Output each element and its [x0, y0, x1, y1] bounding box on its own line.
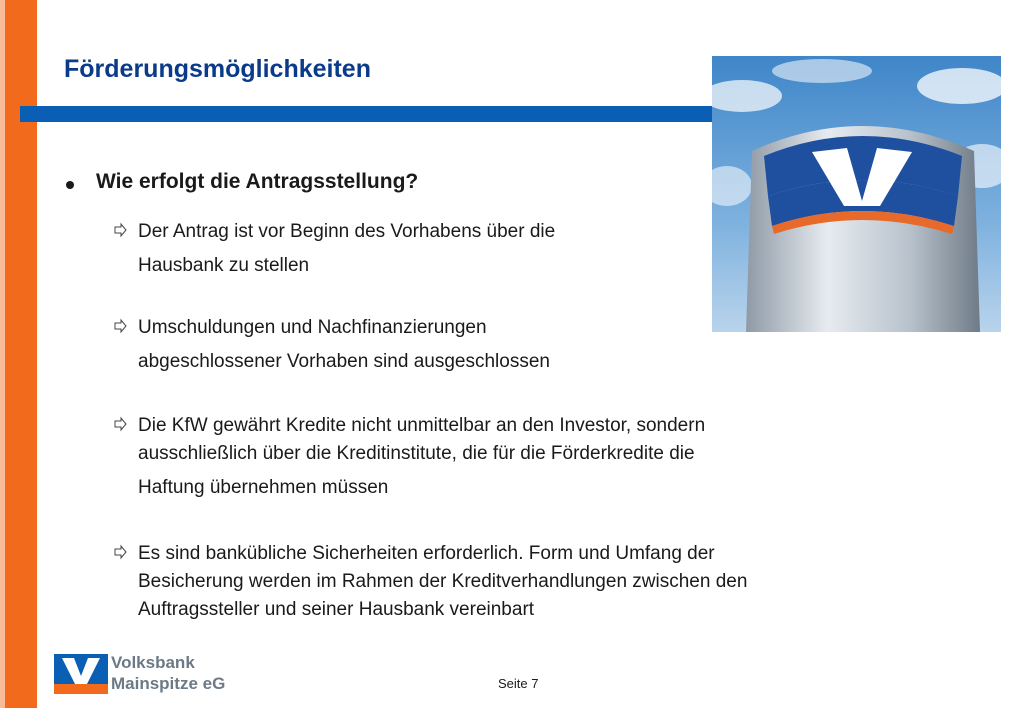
logo-wordmark: [111, 652, 225, 694]
question-heading: Wie erfolgt die Antragsstellung?: [96, 170, 419, 193]
logo-line-region: Mainspitze eG: [111, 674, 226, 693]
outline-arrow-icon: [114, 220, 128, 240]
list-item: [66, 218, 926, 280]
list-item-line: Der Antrag ist vor Beginn des Vorhabens über die: [138, 221, 556, 242]
list-item-line: Die KfW gewährt Kredite nicht unmittelbar an den Investor, sondern: [138, 415, 706, 436]
list-item: [66, 314, 926, 376]
title-divider: [20, 106, 720, 122]
page-number: Seite 7: [498, 676, 539, 691]
outline-arrow-icon: [114, 542, 128, 562]
slide-content: [66, 170, 926, 624]
disc-bullet: [66, 181, 74, 189]
outline-arrow-icon: [114, 414, 128, 434]
outline-arrow-icon: [114, 316, 128, 336]
list-item-line: Haftung übernehmen müssen: [138, 477, 389, 498]
list-item-line: abgeschlossener Vorhaben sind ausgeschlossen: [138, 351, 550, 372]
logo-line-bank: Volksbank: [111, 653, 195, 672]
page-title: Förderungsmöglichkeiten: [64, 55, 371, 83]
list-item-line: Umschuldungen und Nachfinanzierungen: [138, 317, 487, 338]
list-item-line: ausschließlich über die Kreditinstitute, die für die Förderkredite die: [138, 443, 695, 464]
volksbank-logo: [54, 652, 244, 696]
question-row: [66, 170, 926, 206]
list-item-line: Hausbank zu stellen: [138, 255, 310, 276]
list-item: [66, 540, 926, 624]
list-item-line: Besicherung werden im Rahmen der Kreditverhandlungen zwischen den: [138, 571, 748, 592]
volksbank-logo-icon: [54, 654, 108, 694]
list-item-line: Auftragssteller und seiner Hausbank vereinbart: [138, 599, 535, 620]
list-item: [66, 412, 926, 502]
list-item-line: Es sind bankübliche Sicherheiten erforderlich. Form und Umfang der: [138, 543, 715, 564]
